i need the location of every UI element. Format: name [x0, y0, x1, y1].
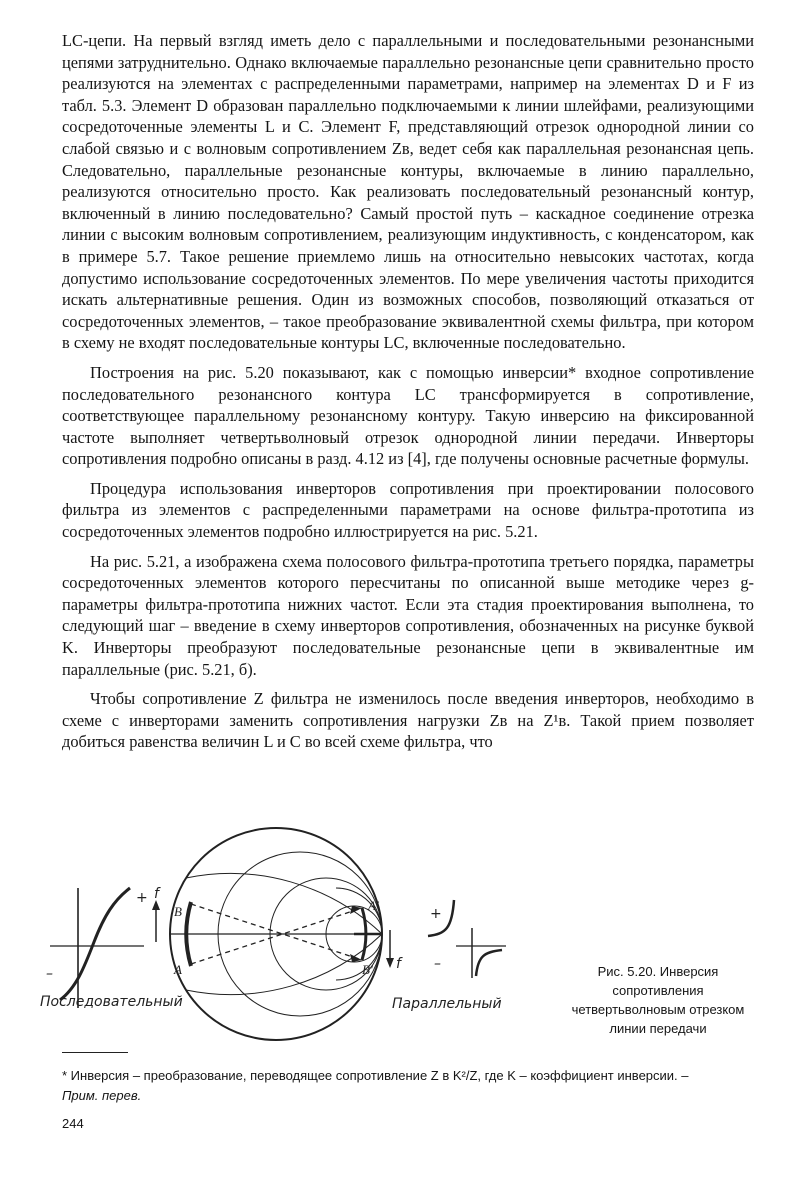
footnote-text: * Инверсия – преобразование, переводящее сопротивление Z в K²/Z, где K – коэффициент инверсии. – [62, 1068, 689, 1083]
series-label: Последовательный [40, 994, 183, 1010]
series-reactance-curve [60, 888, 130, 1000]
smith-x-arc-5 [186, 873, 382, 934]
figure-caption: Рис. 5.20. Инверсия сопротивления четвертьволновым отрезком линии передачи [571, 964, 745, 1036]
parallel-label: Параллельный [392, 996, 502, 1012]
paragraph-2: Построения на рис. 5.20 показывают, как с помощью инверсии* входное сопротивление последовательного резонансного контура LC трансформируется в сопротивление, соответствующее параллельному резонансному контуру. Такую инверсию на фиксированной частоте выполняет четвертьволновый отрезок однородной линии передачи. Инверторы сопротивления подробно описаны в разд. 4.12 из [4], где получены основные расчетные формулы. [62, 362, 754, 469]
smith-chart [170, 828, 382, 1040]
footnote-cont: Прим. перев. [62, 1088, 142, 1103]
paragraph-5: Чтобы сопротивление Z фильтра не изменилось после введения инверторов, необходимо в схеме с инверторами заменить сопротивления нагрузки Zв на Z¹в. Такой прием позволяет добиться равенства величин L и C во всей схеме фильтра, что [62, 689, 754, 752]
freq-symbol-left: f [154, 886, 159, 902]
point-a-label: A [174, 962, 182, 977]
parallel-plus-sign: + [430, 906, 442, 922]
page-number: 244 [62, 1116, 84, 1131]
point-b-prime-label: B' [362, 962, 373, 977]
point-a-prime-label: A' [368, 898, 379, 913]
smith-x-arc-2 [276, 934, 382, 1040]
series-reactance-plot [50, 888, 144, 1008]
parallel-minus-sign: – [434, 956, 441, 972]
freq-symbol-right: f [396, 956, 401, 972]
parallel-curve-negative [476, 950, 502, 976]
freq-down-arrowhead [386, 958, 394, 968]
smith-x-arc-1 [276, 828, 382, 934]
paragraph-3: Процедура использования инверторов сопротивления при проектировании полосового фильтра из элементов с распределенными параметрами на основе фильтра-прототипа из сосредоточенных элементов подробно иллюстрируется на рис. 5.21. [62, 478, 754, 542]
smith-x-arc-6 [186, 934, 382, 995]
paragraph-1: LC-цепи. На первый взгляд иметь дело с параллельными и последовательными резонансными цепями затруднительно. Однако включаемые параллельно резонансные цепи сравнительно просто реализуются на элементах с распределенными параметрами, например на элементах D и F из табл. 5.3. Элемент D образован параллельно подключаемыми к линии шлейфами, реализующими сосредоточенные элементы L и C. Элемент F, представляющий отрезок однородной линии со слабой связью и с волновым сопротивлением Zв, ведет себя как параллельная резонансная цепь. Следовательно, параллельные резонансные контуры, включаемые в линию параллельно, реализуются относительно просто. Как реализовать последовательный резонансный контур, включенный в линию последовательно? Самый простой путь – каскадное соединение отрезка линии с высоким волновым сопротивлением, реализующим индуктивность, с конденсатором, как в примере 5.7. Такое решение приемлемо лишь на относительно невысоких частотах, когда допустимо использование сосредоточенных элементов. По мере увеличения частоты приходится искать альтернативные решения. Один из возможных способов, позволяющий отказаться от сосредоточенных элементов, – такое преобразование эквивалентной схемы фильтра, при котором в схему не входят последовательные контуры LC, включенные последовательно. [62, 31, 754, 353]
series-minus-sign: – [46, 966, 53, 982]
series-plus-sign: + [136, 890, 148, 906]
paragraph-4: На рис. 5.21, а изображена схема полосового фильтра-прототипа третьего порядка, параметры сосредоточенных элементов которого пересчитаны по описанной выше методике через g-параметры фильтра-прототипа нижних частот. Если эта стадия проектирования выполнена, то следующий шаг – введение в схему инверторов сопротивления, обозначенных на рисунке буквой K. Инверторы преобразуют последовательные резонансные цепи в эквивалентные им параллельные (рис. 5.21, б). [62, 551, 754, 679]
footnote [62, 1066, 762, 1106]
body-text [62, 30, 754, 753]
point-b-label: B [174, 904, 182, 919]
footnote-rule [62, 1052, 128, 1053]
